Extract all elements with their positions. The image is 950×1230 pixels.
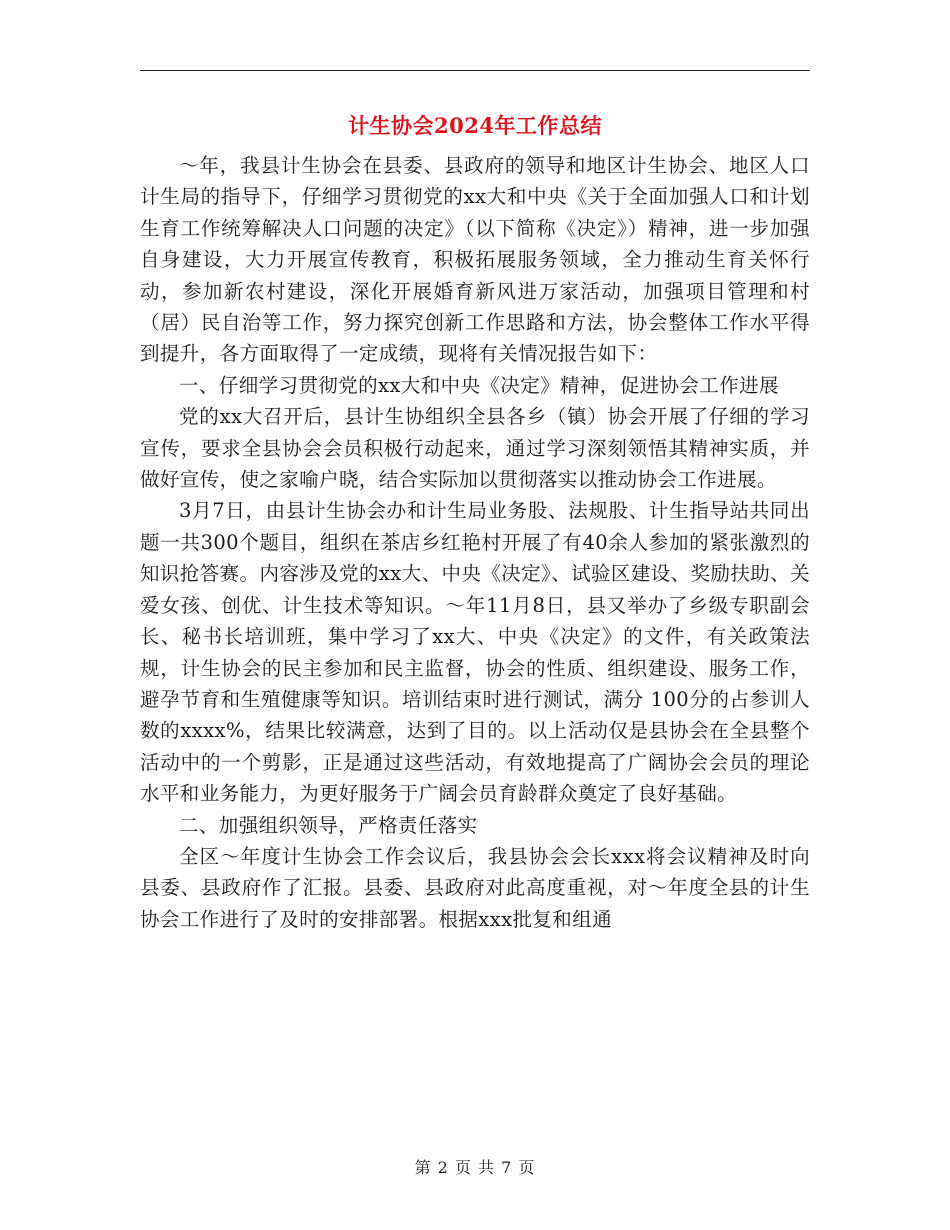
- intro-paragraph: ～年，我县计生协会在县委、县政府的领导和地区计生协会、地区人口计生局的指导下，仔细学习贯彻党的xx大和中央《关于全面加强人口和计划生育工作统筹解决人口问题的决定》（以下简称《决定》）精神，进一步加强自身建设，大力开展宣传教育，积极拓展服务领域，全力推动生育关怀行动，参加新农村建设，深化开展婚育新风进万家活动，加强项目管理和村（居）民自治等工作，努力探究创新工作思路和方法，协会整体工作水平得到提升，各方面取得了一定成绩，现将有关情况报告如下：: [140, 154, 810, 366]
- body-paragraph: 党的xx大召开后，县计生协组织全县各乡（镇）协会开展了仔细的学习宣传，要求全县协会会员积极行动起来，通过学习深刻领悟其精神实质，并做好宣传，使之家喻户晓，结合实际加以贯彻落实以推动协会工作进展。: [140, 405, 810, 492]
- section-heading-1: 一、仔细学习贯彻党的xx大和中央《决定》精神，促进协会工作进展: [179, 373, 779, 397]
- document-title: 计生协会2024年工作总结: [348, 113, 602, 138]
- document-body: [140, 150, 810, 935]
- page-number-footer: 第 2 页 共 7 页: [414, 1158, 536, 1177]
- header-rule: [140, 70, 810, 71]
- section-heading-2: 二、加强组织领导，严格责任落实: [179, 813, 478, 837]
- body-paragraph: 全区～年度计生协会工作会议后，我县协会会长xxx将会议精神及时向县委、县政府作了汇报。县委、县政府对此高度重视，对～年度全县的计生协会工作进行了及时的安排部署。根据xxx批复和组通: [140, 844, 810, 931]
- body-paragraph: 3月7日，由县计生协会办和计生局业务股、法规股、计生指导站共同出题一共300个题目，组织在茶店乡红艳村开展了有40余人参加的紧张激烈的知识抢答赛。内容涉及党的xx大、中央《决定》、试验区建设、奖励扶助、关爱女孩、创优、计生技术等知识。～年11月8日，县又举办了乡级专职副会长、秘书长培训班，集中学习了xx大、中央《决定》的文件，有关政策法规，计生协会的民主参加和民主监督，协会的性质、组织建设、服务工作，避孕节育和生殖健康等知识。培训结束时进行测试，满分 100分的占参训人数的xxxx%，结果比较满意，达到了目的。以上活动仅是县协会在全县整个活动中的一个剪影，正是通过这些活动，有效地提高了广阔协会会员的理论水平和业务能力，为更好服务于广阔会员育龄群众奠定了良好基础。: [140, 499, 810, 806]
